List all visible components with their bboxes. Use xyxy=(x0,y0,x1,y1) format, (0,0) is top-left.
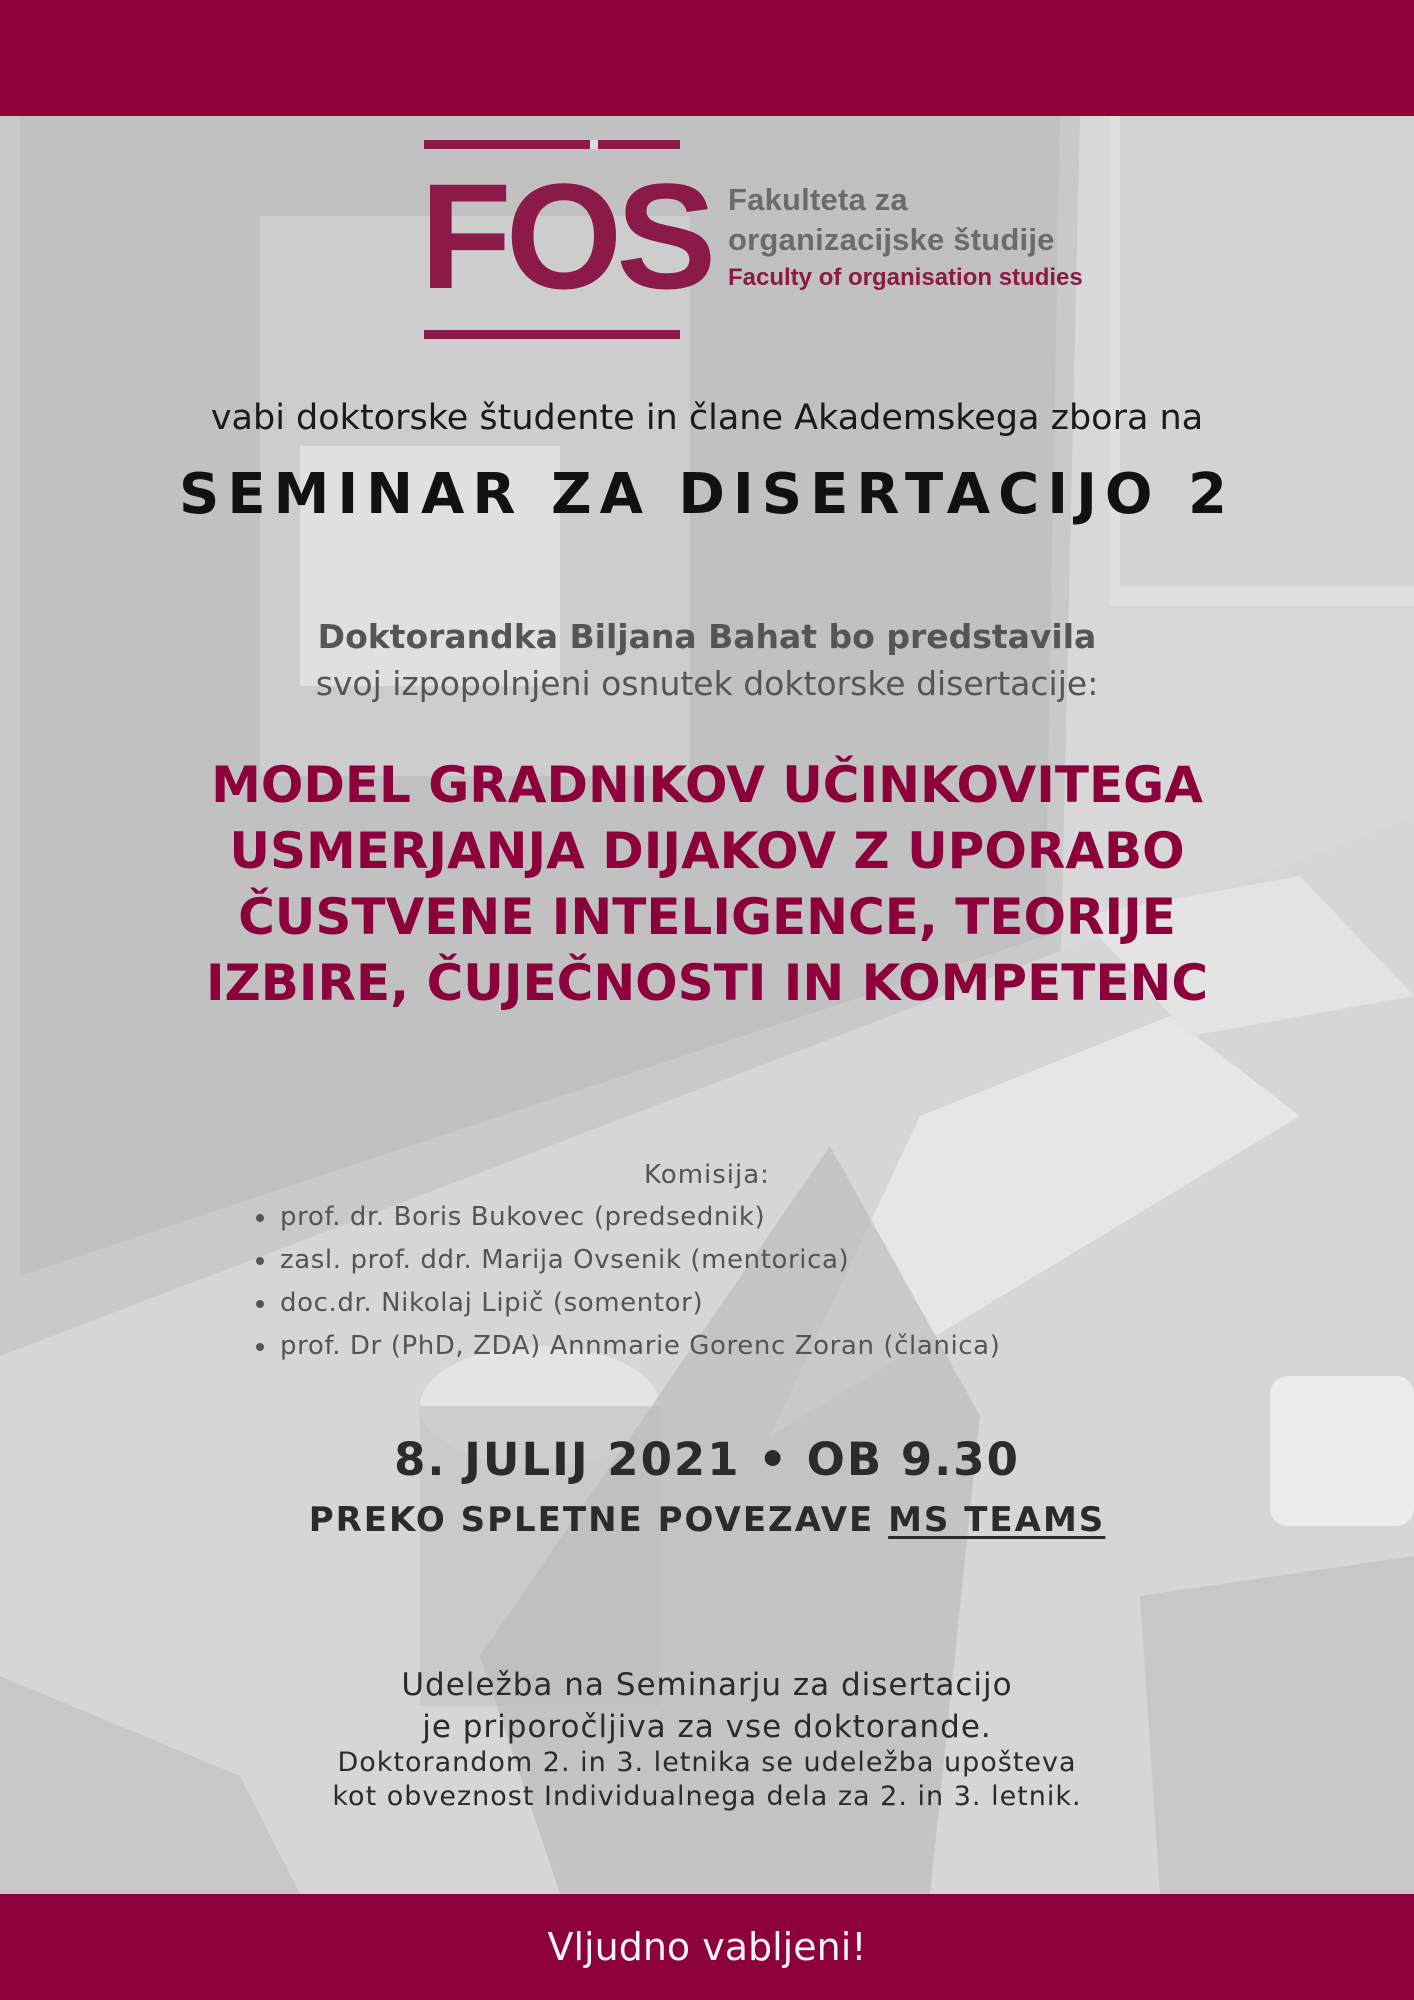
faculty-name-line1: Fakulteta za xyxy=(728,182,908,217)
attendance-note xyxy=(0,1664,1414,1748)
ms-teams-link[interactable]: MS TEAMS xyxy=(888,1500,1106,1540)
attendance-detail-line2: kot obveznost Individualnega dela za 2. in 3. letnik. xyxy=(332,1781,1082,1812)
attendance-note-line2: je priporočljiva za vse doktorande. xyxy=(422,1709,992,1745)
thesis-title-line: ČUSTVENE INTELIGENCE, TEORIJE xyxy=(238,888,1176,946)
event-location xyxy=(0,1500,1414,1540)
invitation-text: vabi doktorske študente in člane Akademskega zbora na xyxy=(210,398,1204,438)
attendance-note-line1: Udeležba na Seminarju za disertacijo xyxy=(401,1667,1013,1703)
committee-member: • prof. Dr (PhD, ZDA) Annmarie Gorenc Zoran (članica) xyxy=(278,1325,1000,1368)
footer-greeting: Vljudno vabljeni! xyxy=(547,1925,867,1969)
fos-logo-mark: FOS xyxy=(420,152,711,320)
faculty-name xyxy=(728,180,1083,296)
faculty-name-english: Faculty of organisation studies xyxy=(728,264,1083,291)
committee-member: • prof. dr. Boris Bukovec (predsednik) xyxy=(278,1196,1000,1239)
attendance-detail-line1: Doktorandom 2. in 3. letnika se udeležba upošteva xyxy=(337,1747,1077,1778)
event-date-time: 8. JULIJ 2021 • OB 9.30 xyxy=(394,1433,1020,1486)
committee-list xyxy=(250,1196,1000,1368)
committee-member: • zasl. prof. ddr. Marija Ovsenik (mentorica) xyxy=(278,1239,1000,1282)
thesis-title-line: IZBIRE, ČUJEČNOSTI IN KOMPETENC xyxy=(205,954,1209,1012)
thesis-title-line: USMERJANJA DIJAKOV Z UPORABO xyxy=(229,822,1185,880)
thesis-title xyxy=(0,752,1414,1016)
committee-member: • doc.dr. Nikolaj Lipič (somentor) xyxy=(278,1282,1000,1325)
faculty-name-line2: organizacijske študije xyxy=(728,222,1055,257)
attendance-detail xyxy=(0,1746,1414,1814)
committee-label: Komisija: xyxy=(644,1160,770,1190)
thesis-title-line: MODEL GRADNIKOV UČINKOVITEGA xyxy=(211,756,1203,814)
seminar-title: SEMINAR ZA DISERTACIJO 2 xyxy=(179,462,1235,527)
event-location-prefix: PREKO SPLETNE POVEZAVE xyxy=(308,1500,889,1540)
presenter-subline: svoj izpopolnjeni osnutek doktorske disertacije: xyxy=(315,664,1099,703)
presenter-line: Doktorandka Biljana Bahat bo predstavila xyxy=(317,617,1097,656)
